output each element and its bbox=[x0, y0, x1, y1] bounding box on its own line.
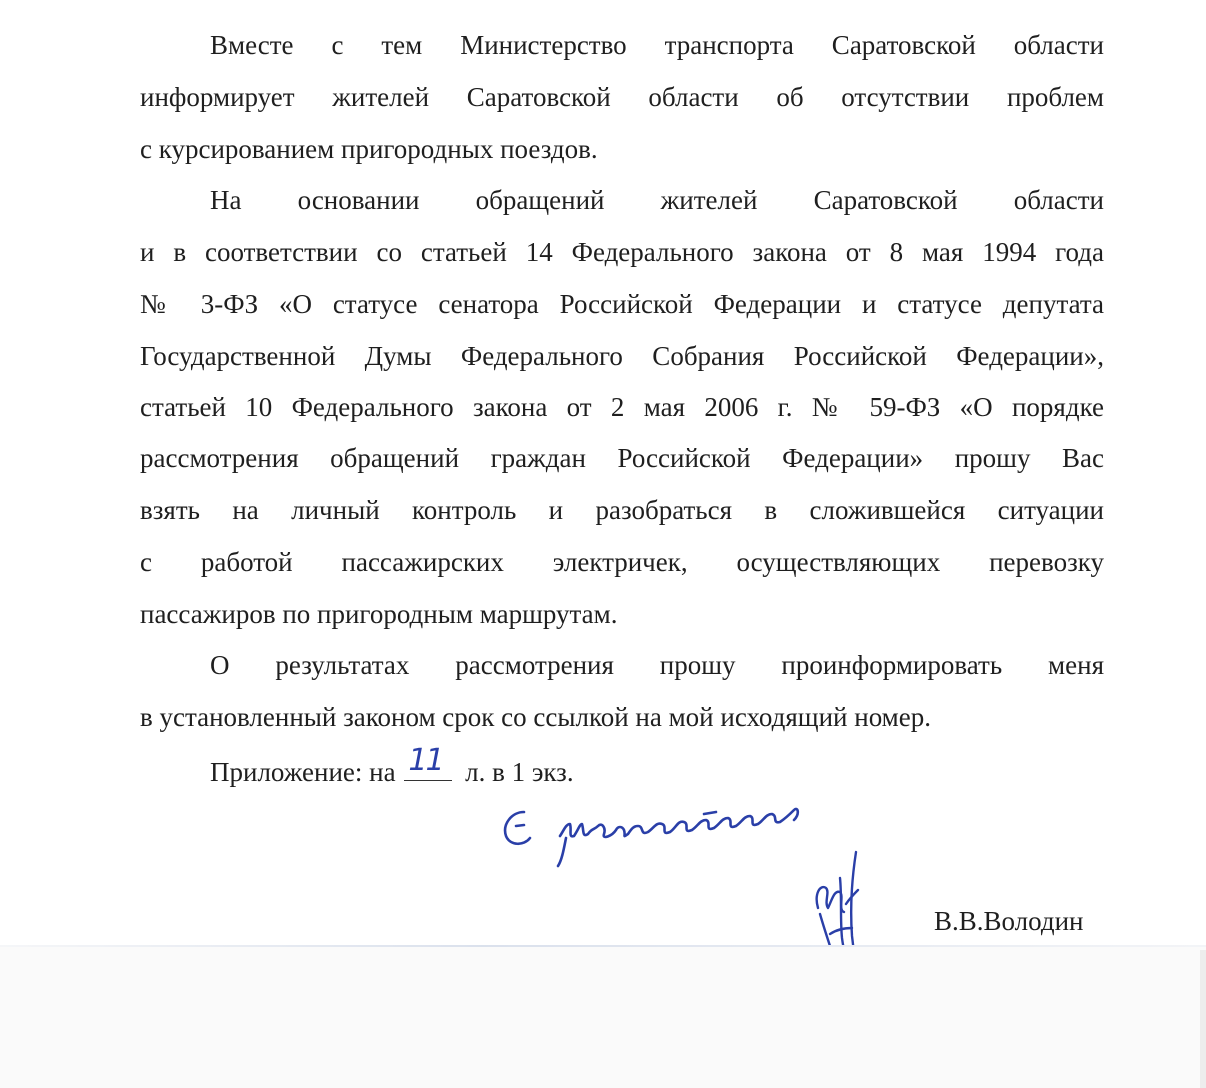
paragraph2-line: с работой пассажирских электричек, осуществляющих перевозку bbox=[140, 547, 1104, 577]
paragraph2-line: и в соответствии со статьей 14 Федерального закона от 8 мая 1994 года bbox=[140, 237, 1104, 267]
attachment-page-count-blank bbox=[404, 743, 452, 781]
page-edge-divider bbox=[0, 945, 1206, 947]
page-bottom-area bbox=[0, 945, 1206, 1088]
page-right-edge bbox=[1200, 950, 1206, 1088]
attachment-suffix: л. в 1 экз. bbox=[465, 757, 574, 787]
attachment-prefix: Приложение: на bbox=[210, 757, 396, 787]
paragraph2-line: На основании обращений жителей Саратовской области bbox=[210, 185, 1104, 215]
paragraph2-line: № 3-ФЗ «О статусе сенатора Российской Федерации и статусе депутата bbox=[140, 289, 1104, 319]
paragraph2-line: Государственной Думы Федерального Собрания Российской Федерации», bbox=[140, 341, 1104, 371]
paragraph1-line: с курсированием пригородных поездов. bbox=[140, 134, 598, 164]
paragraph3-line: О результатах рассмотрения прошу проинформировать меня bbox=[210, 650, 1104, 680]
paragraph1-line: Вместе с тем Министерство транспорта Саратовской области bbox=[210, 30, 1104, 60]
paragraph2-line: статьей 10 Федерального закона от 2 мая 2006 г. № 59-ФЗ «О порядке bbox=[140, 392, 1104, 422]
paragraph3-line: в установленный законом срок со ссылкой на мой исходящий номер. bbox=[140, 702, 932, 732]
signer-name: В.В.Володин bbox=[934, 906, 1084, 936]
paragraph2-line: взять на личный контроль и разобраться в сложившейся ситуации bbox=[140, 495, 1104, 525]
handwritten-page-count: 11 bbox=[408, 743, 443, 778]
paragraph2-line: пассажиров по пригородным маршрутам. bbox=[140, 599, 618, 629]
attachment-note bbox=[210, 743, 574, 789]
paragraph2-line: рассмотрения обращений граждан Российской Федерации» прошу Вас bbox=[140, 443, 1104, 473]
paragraph1-line: информирует жителей Саратовской области об отсутствии проблем bbox=[140, 82, 1104, 112]
